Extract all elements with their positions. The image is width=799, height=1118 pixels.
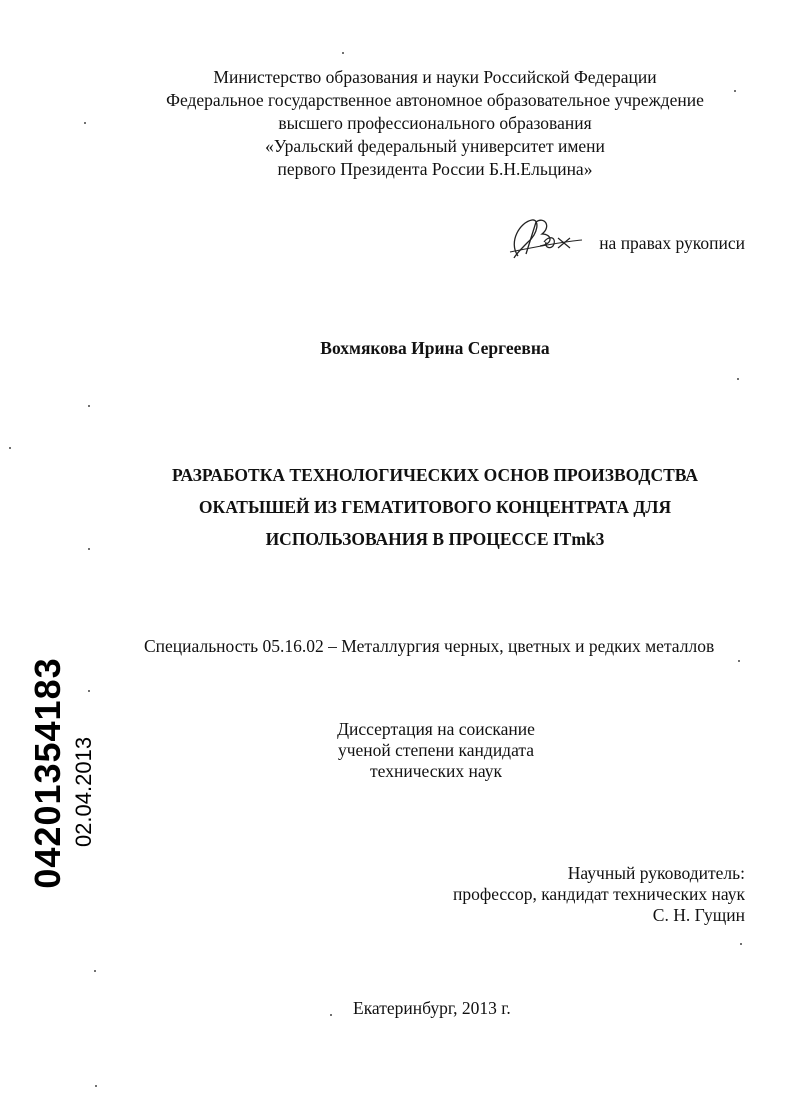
degree-line: технических наук [370,761,502,781]
scan-speck [88,548,90,550]
scan-speck [88,690,90,692]
institution-header [0,66,799,181]
title-line: РАЗРАБОТКА ТЕХНОЛОГИЧЕСКИХ ОСНОВ ПРОИЗВОДСТВА [172,465,698,485]
author-name: Вохмякова Ирина Сергеевна [320,338,550,358]
scan-speck [84,122,86,124]
dissertation-title [0,459,799,555]
scan-speck [740,943,742,945]
title-line: ИСПОЛЬЗОВАНИЯ В ПРОЦЕССЕ ITmk3 [265,529,605,549]
institution-line: «Уральский федеральный университет имени [265,136,605,156]
dissertation-degree [336,719,536,782]
supervisor-line: Научный руководитель: [567,863,745,883]
scan-speck [738,660,740,662]
scan-speck [88,405,90,407]
scan-speck [342,52,344,54]
institution-line: высшего профессионального образования [278,113,592,133]
title-line: ОКАТЫШЕЙ ИЗ ГЕМАТИТОВОГО КОНЦЕНТРАТА ДЛЯ [198,497,672,517]
supervisor-block [453,863,745,926]
institution-line: Федеральное государственное автономное образовательное учреждение [166,90,704,110]
manuscript-note: на правах рукописи [599,233,745,253]
institution-line: Министерство образования и науки Российской Федерации [213,67,657,87]
scan-speck [95,1085,97,1087]
scan-speck [94,970,96,972]
scan-speck [330,1014,332,1016]
specialty: Специальность 05.16.02 – Металлургия черных, цветных и редких металлов [144,636,715,656]
city-year: Екатеринбург, 2013 г. [353,998,511,1018]
archive-stamp-number: 04201354183 [27,657,68,889]
degree-line: ученой степени кандидата [337,740,535,760]
archive-stamp-date: 02.04.2013 [71,736,96,848]
scan-speck [737,378,739,380]
scan-speck [9,447,11,449]
scan-speck [734,90,736,92]
supervisor-line: профессор, кандидат технических наук [453,884,745,904]
supervisor-line: С. Н. Гущин [652,905,745,925]
degree-line: Диссертация на соискание [337,719,535,739]
handwritten-signature [500,212,590,264]
institution-line: первого Президента России Б.Н.Ельцина» [277,159,593,179]
